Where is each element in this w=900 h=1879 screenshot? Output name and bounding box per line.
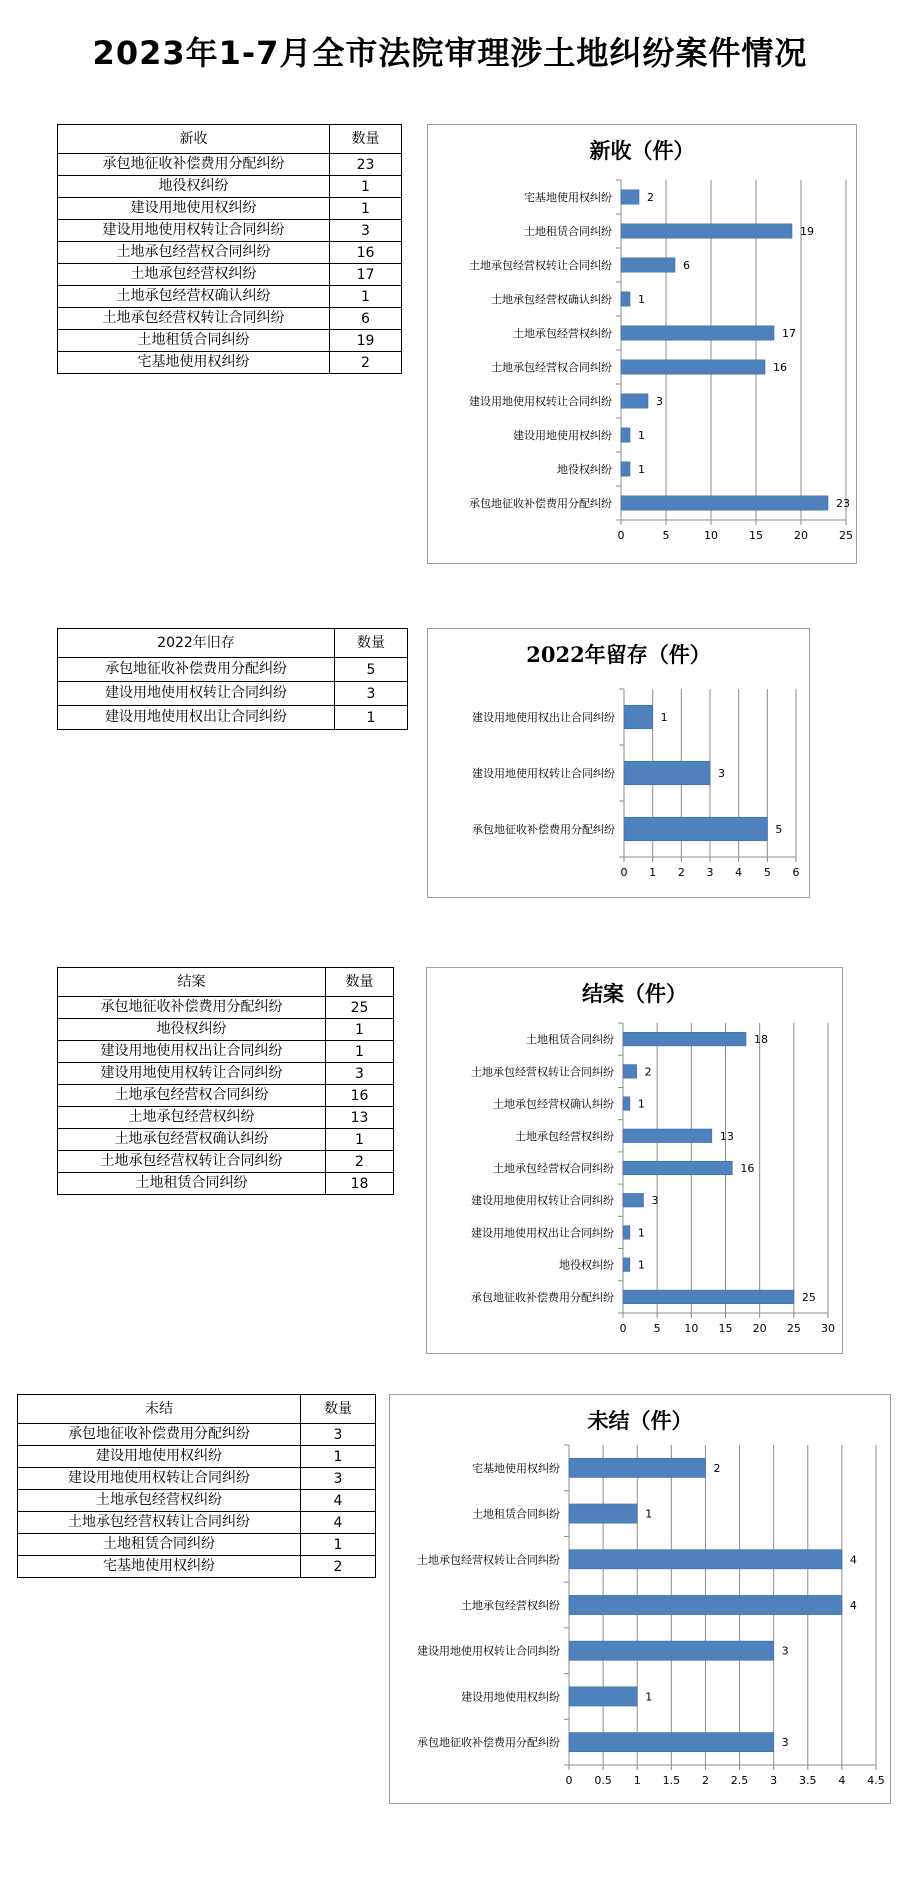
table-row: [58, 264, 402, 286]
row-category: 土地租赁合同纠纷: [58, 330, 330, 352]
stock-chart: [427, 628, 810, 898]
data-label: 1: [645, 1507, 653, 1521]
data-label: 6: [683, 259, 690, 272]
y-tick-label: 宅基地使用权纠纷: [524, 191, 612, 204]
row-count: 1: [335, 706, 408, 730]
data-label: 3: [651, 1194, 659, 1208]
y-tick-label: 承包地征收补偿费用分配纠纷: [417, 1736, 560, 1750]
y-tick-label: 宅基地使用权纠纷: [472, 1461, 560, 1475]
table-row: [58, 308, 402, 330]
row-category: 土地承包经营权确认纠纷: [58, 1129, 326, 1151]
chart-plot: [427, 968, 844, 1355]
bar: [621, 360, 765, 374]
data-label: 19: [800, 225, 814, 238]
row-category: 建设用地使用权转让合同纠纷: [58, 220, 330, 242]
bar: [621, 292, 630, 306]
bar: [569, 1595, 842, 1614]
bar: [623, 1065, 637, 1079]
row-category: 建设用地使用权转让合同纠纷: [18, 1468, 301, 1490]
x-tick-label: 10: [704, 529, 718, 542]
x-tick-label: 1: [649, 866, 657, 879]
table-row: [58, 1041, 394, 1063]
table-header-row: [58, 125, 402, 154]
row-count: 17: [330, 264, 402, 286]
data-label: 1: [645, 1690, 653, 1704]
bar: [623, 1226, 630, 1240]
data-label: 1: [637, 1097, 645, 1111]
row-count: 1: [326, 1019, 394, 1041]
bar: [623, 1290, 794, 1304]
y-tick-label: 土地承包经营权合同纠纷: [491, 361, 612, 374]
y-tick-label: 建设用地使用权出让合同纠纷: [472, 711, 615, 724]
y-tick-label: 建设用地使用权转让合同纠纷: [471, 1194, 614, 1208]
row-count: 3: [330, 220, 402, 242]
data-label: 1: [637, 1226, 645, 1240]
row-count: 1: [330, 176, 402, 198]
x-tick-label: 2.5: [730, 1774, 749, 1787]
table-header-row: [58, 968, 394, 997]
row-count: 13: [326, 1107, 394, 1129]
bar: [621, 224, 792, 238]
table-row: [58, 352, 402, 374]
table-row: [58, 198, 402, 220]
row-count: 19: [330, 330, 402, 352]
y-tick-label: 建设用地使用权转让合同纠纷: [417, 1644, 560, 1658]
data-label: 5: [775, 823, 783, 836]
y-tick-label: 土地租赁合同纠纷: [526, 1033, 614, 1047]
row-count: 6: [330, 308, 402, 330]
y-tick-label: 地役权纠纷: [557, 463, 612, 476]
chart-plot: [390, 1395, 892, 1805]
x-tick-label: 3.5: [799, 1774, 817, 1787]
row-category: 土地承包经营权纠纷: [18, 1490, 301, 1512]
table-row: [58, 1085, 394, 1107]
row-category: 建设用地使用权纠纷: [58, 198, 330, 220]
y-tick-label: 建设用地使用权出让合同纠纷: [471, 1226, 614, 1240]
table-row: [58, 1063, 394, 1085]
row-count: 1: [326, 1041, 394, 1063]
row-category: 土地承包经营权转让合同纠纷: [58, 308, 330, 330]
data-label: 1: [637, 1258, 645, 1272]
row-count: 5: [335, 658, 408, 682]
row-count: 4: [301, 1512, 376, 1534]
row-category: 土地承包经营权转让合同纠纷: [18, 1512, 301, 1534]
table-row: [58, 1019, 394, 1041]
y-tick-label: 土地承包经营权纠纷: [461, 1599, 560, 1612]
row-count: 16: [326, 1085, 394, 1107]
table-row: [58, 1107, 394, 1129]
data-label: 3: [781, 1644, 789, 1658]
data-label: 17: [782, 327, 796, 340]
new-table: [57, 124, 402, 374]
table-header-row: [58, 629, 408, 658]
row-count: 1: [330, 198, 402, 220]
pending-table: [17, 1394, 376, 1578]
chart-title: 新收（件）: [589, 138, 695, 163]
row-category: 承包地征收补偿费用分配纠纷: [58, 997, 326, 1019]
row-category: 宅基地使用权纠纷: [58, 352, 330, 374]
table-row: [58, 220, 402, 242]
data-label: 16: [740, 1162, 755, 1175]
column-header-category: 2022年旧存: [58, 629, 335, 658]
x-tick-label: 5: [662, 529, 670, 542]
pending-chart: [389, 1394, 891, 1804]
row-category: 建设用地使用权转让合同纠纷: [58, 682, 335, 706]
bar: [621, 428, 630, 442]
table-row: [58, 1151, 394, 1173]
table-row: [58, 242, 402, 264]
x-tick-label: 25: [786, 1322, 801, 1335]
chart-title: 未结（件）: [587, 1408, 693, 1433]
row-count: 1: [326, 1129, 394, 1151]
row-count: 25: [326, 997, 394, 1019]
row-category: 土地租赁合同纠纷: [58, 1173, 326, 1195]
x-tick-label: 1.5: [662, 1774, 681, 1787]
data-label: 4: [849, 1553, 857, 1567]
x-tick-label: 0: [617, 529, 625, 542]
bar: [621, 496, 828, 510]
row-category: 承包地征收补偿费用分配纠纷: [58, 154, 330, 176]
x-tick-label: 4: [735, 866, 743, 879]
table-row: [18, 1534, 376, 1556]
row-count: 4: [301, 1490, 376, 1512]
row-category: 地役权纠纷: [58, 1019, 326, 1041]
x-tick-label: 2: [701, 1774, 709, 1787]
row-count: 3: [335, 682, 408, 706]
y-tick-label: 土地承包经营权转让合同纠纷: [417, 1553, 560, 1567]
data-label: 13: [719, 1129, 734, 1143]
row-count: 1: [301, 1446, 376, 1468]
table-row: [18, 1490, 376, 1512]
y-tick-label: 承包地征收补偿费用分配纠纷: [469, 497, 612, 510]
data-label: 1: [660, 711, 668, 724]
x-tick-label: 30: [821, 1322, 835, 1335]
table-row: [18, 1446, 376, 1468]
row-category: 土地承包经营权纠纷: [58, 264, 330, 286]
y-tick-label: 土地租赁合同纠纷: [472, 1507, 560, 1521]
table-row: [18, 1424, 376, 1446]
x-tick-label: 0: [619, 1322, 627, 1335]
table-row: [18, 1468, 376, 1490]
chart-plot: [428, 125, 858, 565]
x-tick-label: 5: [763, 866, 771, 879]
y-tick-label: 土地承包经营权确认纠纷: [491, 293, 612, 306]
row-count: 2: [326, 1151, 394, 1173]
row-category: 土地承包经营权转让合同纠纷: [58, 1151, 326, 1173]
column-header-count: 数量: [326, 968, 394, 997]
bar: [621, 326, 774, 340]
column-header-count: 数量: [301, 1395, 376, 1424]
bar: [569, 1504, 637, 1523]
row-category: 建设用地使用权纠纷: [18, 1446, 301, 1468]
y-tick-label: 承包地征收补偿费用分配纠纷: [472, 823, 615, 836]
table-row: [18, 1512, 376, 1534]
y-tick-label: 建设用地使用权纠纷: [461, 1690, 560, 1704]
bar: [623, 1193, 644, 1207]
row-count: 1: [301, 1534, 376, 1556]
row-count: 18: [326, 1173, 394, 1195]
bar: [623, 1097, 630, 1111]
bar: [569, 1733, 774, 1752]
y-tick-label: 土地承包经营权合同纠纷: [493, 1162, 614, 1175]
row-count: 2: [301, 1556, 376, 1578]
table-header-row: [18, 1395, 376, 1424]
table-row: [58, 330, 402, 352]
data-label: 2: [713, 1461, 721, 1475]
table-row: [58, 176, 402, 198]
row-count: 16: [330, 242, 402, 264]
bar: [569, 1641, 774, 1660]
table-row: [58, 286, 402, 308]
bar: [624, 705, 653, 729]
row-category: 承包地征收补偿费用分配纠纷: [18, 1424, 301, 1446]
table-row: [58, 706, 408, 730]
bar: [623, 1258, 630, 1272]
closed-table: [57, 967, 394, 1195]
row-count: 3: [301, 1424, 376, 1446]
page-title: 2023年1-7月全市法院审理涉土地纠纷案件情况: [92, 34, 808, 72]
y-tick-label: 承包地征收补偿费用分配纠纷: [471, 1290, 614, 1304]
bar: [621, 394, 648, 408]
x-tick-label: 20: [794, 529, 808, 542]
data-label: 23: [836, 497, 850, 510]
y-tick-label: 建设用地使用权转让合同纠纷: [472, 767, 615, 780]
chart-title: 结案（件）: [582, 981, 687, 1006]
data-label: 3: [718, 767, 725, 780]
row-category: 土地承包经营权纠纷: [58, 1107, 326, 1129]
y-tick-label: 土地承包经营权纠纷: [515, 1129, 614, 1143]
bar: [621, 190, 639, 204]
row-count: 2: [330, 352, 402, 374]
row-category: 土地承包经营权确认纠纷: [58, 286, 330, 308]
y-tick-label: 土地承包经营权转让合同纠纷: [469, 259, 612, 272]
y-tick-label: 土地承包经营权纠纷: [513, 327, 612, 340]
x-tick-label: 4.5: [867, 1774, 885, 1787]
x-tick-label: 4: [838, 1774, 846, 1787]
x-tick-label: 3: [706, 866, 714, 879]
row-category: 土地承包经营权合同纠纷: [58, 242, 330, 264]
data-label: 4: [849, 1599, 857, 1612]
x-tick-label: 0: [620, 866, 628, 879]
row-category: 土地租赁合同纠纷: [18, 1534, 301, 1556]
bar: [623, 1161, 732, 1175]
x-tick-label: 15: [749, 529, 763, 542]
x-tick-label: 2: [677, 866, 685, 879]
bar: [621, 462, 630, 476]
column-header-category: 未结: [18, 1395, 301, 1424]
table-row: [58, 1173, 394, 1195]
bar: [569, 1687, 637, 1706]
x-tick-label: 3: [770, 1774, 778, 1787]
row-category: 宅基地使用权纠纷: [18, 1556, 301, 1578]
chart-plot: [428, 629, 811, 899]
bar: [569, 1550, 842, 1569]
data-label: 1: [638, 293, 645, 306]
x-tick-label: 10: [684, 1322, 699, 1335]
row-category: 地役权纠纷: [58, 176, 330, 198]
bar: [624, 817, 767, 841]
new-chart: [427, 124, 857, 564]
row-category: 建设用地使用权出让合同纠纷: [58, 706, 335, 730]
y-tick-label: 建设用地使用权转让合同纠纷: [469, 395, 612, 408]
data-label: 25: [801, 1290, 816, 1304]
row-category: 土地承包经营权合同纠纷: [58, 1085, 326, 1107]
row-count: 23: [330, 154, 402, 176]
bar: [569, 1458, 705, 1477]
x-tick-label: 0: [565, 1774, 573, 1787]
table-row: [58, 997, 394, 1019]
y-tick-label: 土地租赁合同纠纷: [524, 225, 612, 238]
closed-chart: [426, 967, 843, 1354]
table-row: [58, 682, 408, 706]
data-label: 2: [647, 191, 654, 204]
data-label: 16: [773, 361, 787, 374]
table-row: [58, 658, 408, 682]
data-label: 3: [656, 395, 663, 408]
x-tick-label: 0.5: [594, 1774, 612, 1787]
bar: [623, 1032, 746, 1046]
x-tick-label: 6: [792, 866, 800, 879]
x-tick-label: 25: [839, 529, 853, 542]
column-header-count: 数量: [330, 125, 402, 154]
stock-table: [57, 628, 408, 730]
bar: [623, 1129, 712, 1143]
bar: [624, 761, 710, 785]
table-row: [58, 1129, 394, 1151]
data-label: 18: [754, 1033, 768, 1047]
row-count: 3: [301, 1468, 376, 1490]
row-count: 3: [326, 1063, 394, 1085]
row-category: 建设用地使用权出让合同纠纷: [58, 1041, 326, 1063]
row-category: 承包地征收补偿费用分配纠纷: [58, 658, 335, 682]
x-tick-label: 1: [633, 1774, 641, 1787]
bar: [621, 258, 675, 272]
x-tick-label: 5: [653, 1322, 661, 1335]
x-tick-label: 20: [752, 1322, 767, 1335]
data-label: 2: [644, 1065, 652, 1079]
y-tick-label: 土地承包经营权确认纠纷: [493, 1097, 614, 1111]
x-tick-label: 15: [718, 1322, 733, 1335]
table-row: [58, 154, 402, 176]
y-tick-label: 地役权纠纷: [559, 1258, 614, 1272]
column-header-category: 新收: [58, 125, 330, 154]
column-header-count: 数量: [335, 629, 408, 658]
chart-title: 2022年留存（件）: [526, 642, 711, 667]
data-label: 1: [638, 463, 645, 476]
table-row: [18, 1556, 376, 1578]
y-tick-label: 建设用地使用权纠纷: [513, 429, 612, 442]
row-count: 1: [330, 286, 402, 308]
column-header-category: 结案: [58, 968, 326, 997]
y-tick-label: 土地承包经营权转让合同纠纷: [471, 1065, 614, 1079]
row-category: 建设用地使用权转让合同纠纷: [58, 1063, 326, 1085]
data-label: 3: [781, 1736, 789, 1750]
data-label: 1: [638, 429, 645, 442]
